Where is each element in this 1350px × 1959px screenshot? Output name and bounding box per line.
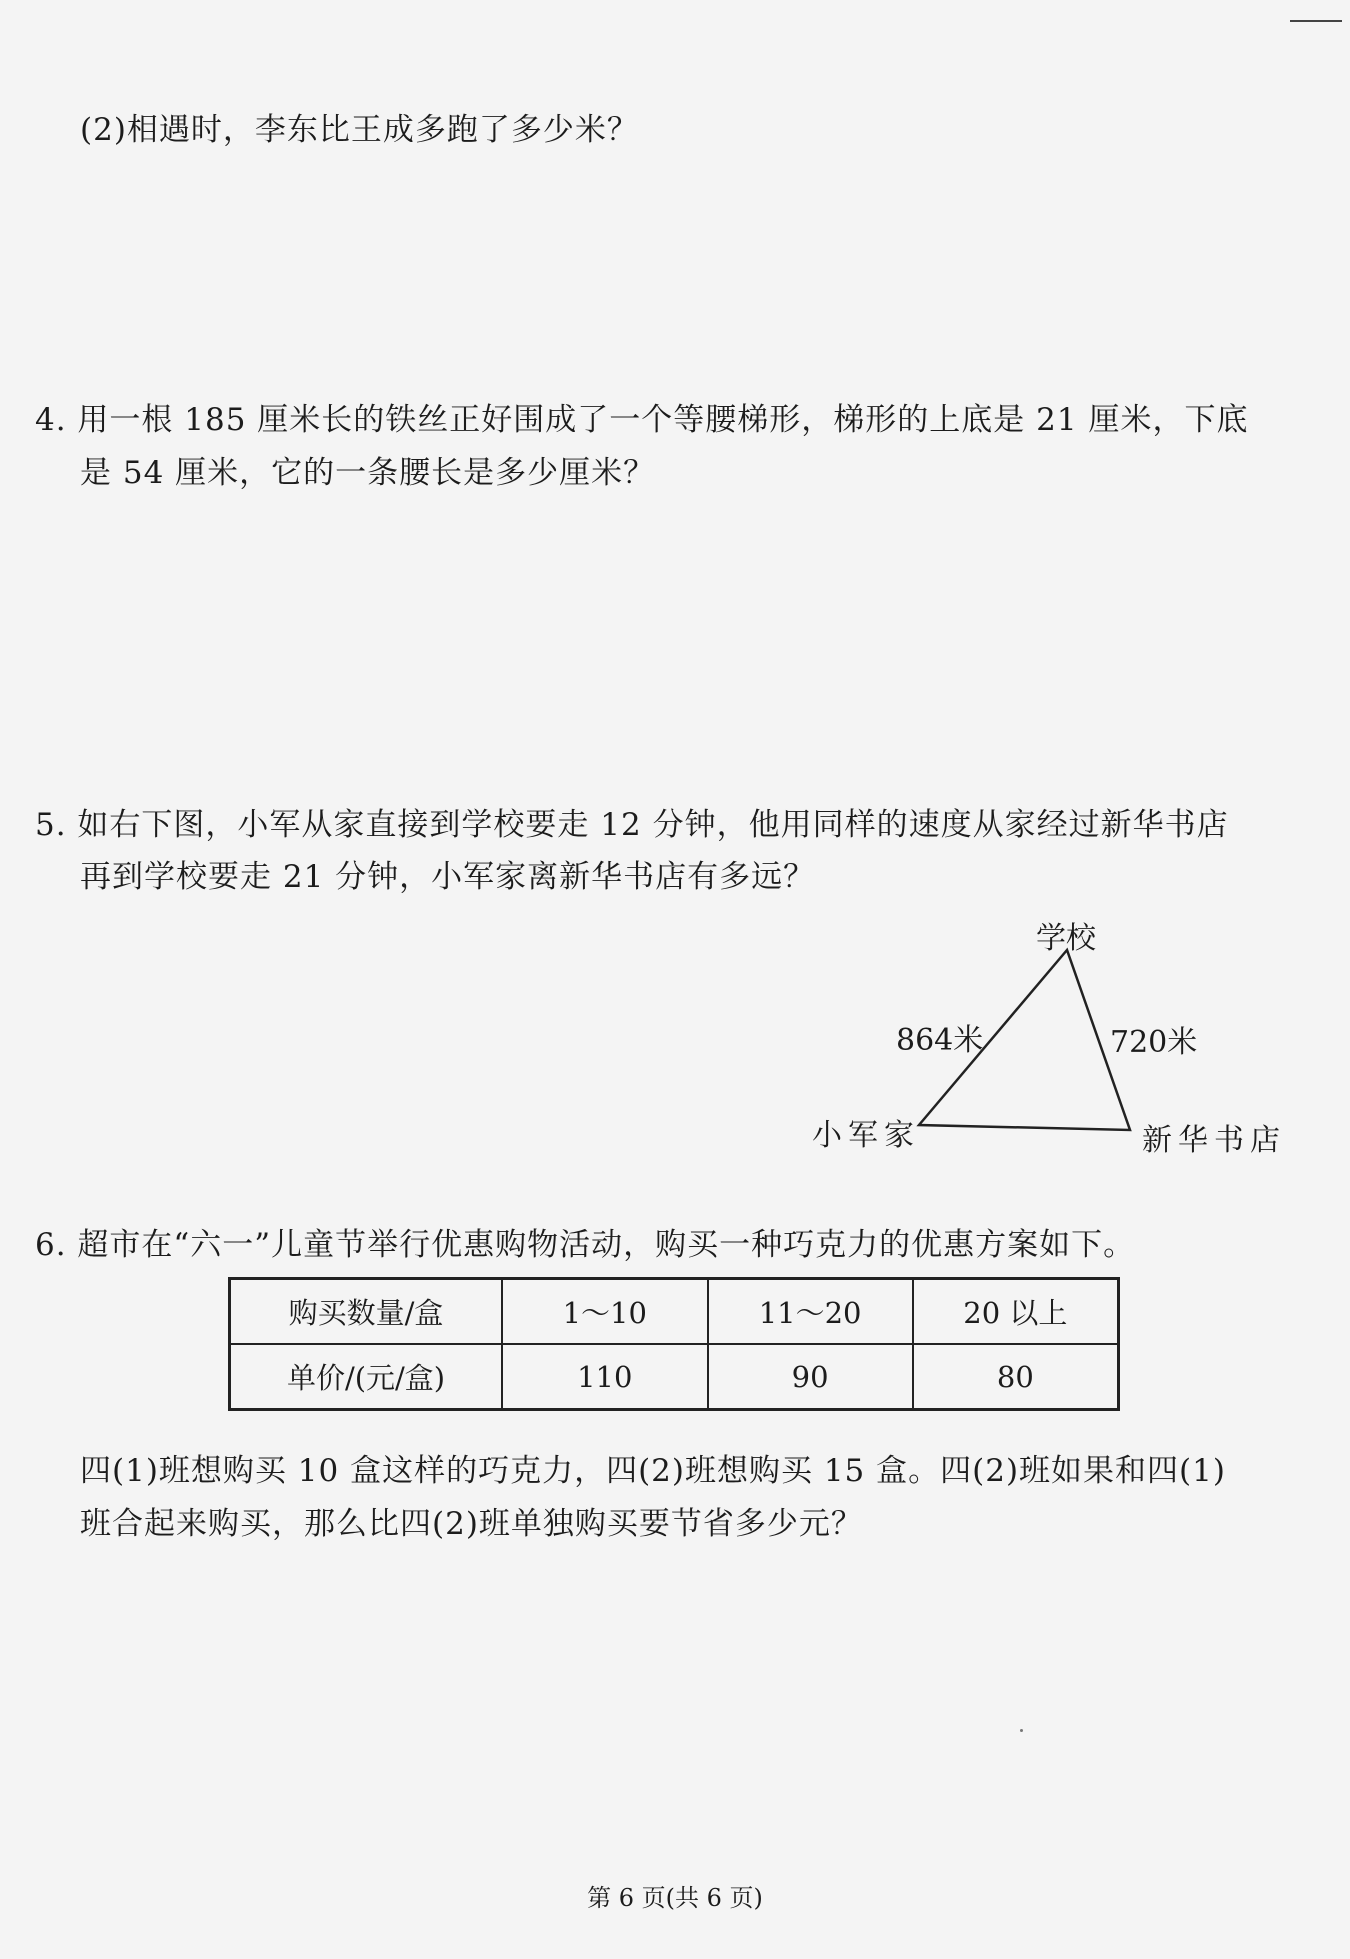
q6-line2: 四(1)班想购买 10 盒这样的巧克力，四(2)班想购买 15 盒。四(2)班如果和四(1) (80, 1453, 1226, 1489)
table-cell: 110 (502, 1344, 707, 1410)
price-table (228, 1277, 1120, 1411)
header-cell: 1～10 (502, 1279, 707, 1345)
q6-line1: 6. 超市在“六一”儿童节举行优惠购物活动，购买一种巧克力的优惠方案如下。 (35, 1227, 1136, 1263)
label-home: 小军家 (812, 1118, 920, 1153)
q6-line3: 班合起来购买，那么比四(2)班单独购买要节省多少元？ (80, 1506, 863, 1542)
q3-part2-text: (2)相遇时，李东比王成多跑了多少米？ (80, 112, 639, 148)
table-cell: 90 (708, 1344, 913, 1410)
table-row (230, 1344, 1119, 1410)
table-cell: 80 (913, 1344, 1119, 1410)
header-cell: 20 以上 (913, 1279, 1119, 1345)
header-cell: 购买数量/盒 (230, 1279, 503, 1345)
scan-speck (1020, 1729, 1023, 1732)
q4-line2: 是 54 厘米，它的一条腰长是多少厘米？ (80, 455, 656, 491)
label-home-school-distance: 864米 (896, 1023, 984, 1058)
q5-line1: 5. 如右下图，小军从家直接到学校要走 12 分钟，他用同样的速度从家经过新华书店 (35, 807, 1229, 843)
table-row (230, 1279, 1119, 1345)
q5-line2: 再到学校要走 21 分钟，小军家离新华书店有多远？ (80, 859, 816, 895)
table-cell: 单价/(元/盒) (230, 1344, 503, 1410)
label-school-bookstore-distance: 720米 (1110, 1025, 1198, 1060)
label-bookstore: 新华书店 (1142, 1123, 1286, 1158)
page-number: 第 6 页(共 6 页) (587, 1884, 763, 1912)
q4-line1: 4. 用一根 185 厘米长的铁丝正好围成了一个等腰梯形，梯形的上底是 21 厘米，下底 (35, 402, 1249, 438)
header-cell: 11～20 (708, 1279, 913, 1345)
label-school: 学校 (1036, 921, 1096, 956)
